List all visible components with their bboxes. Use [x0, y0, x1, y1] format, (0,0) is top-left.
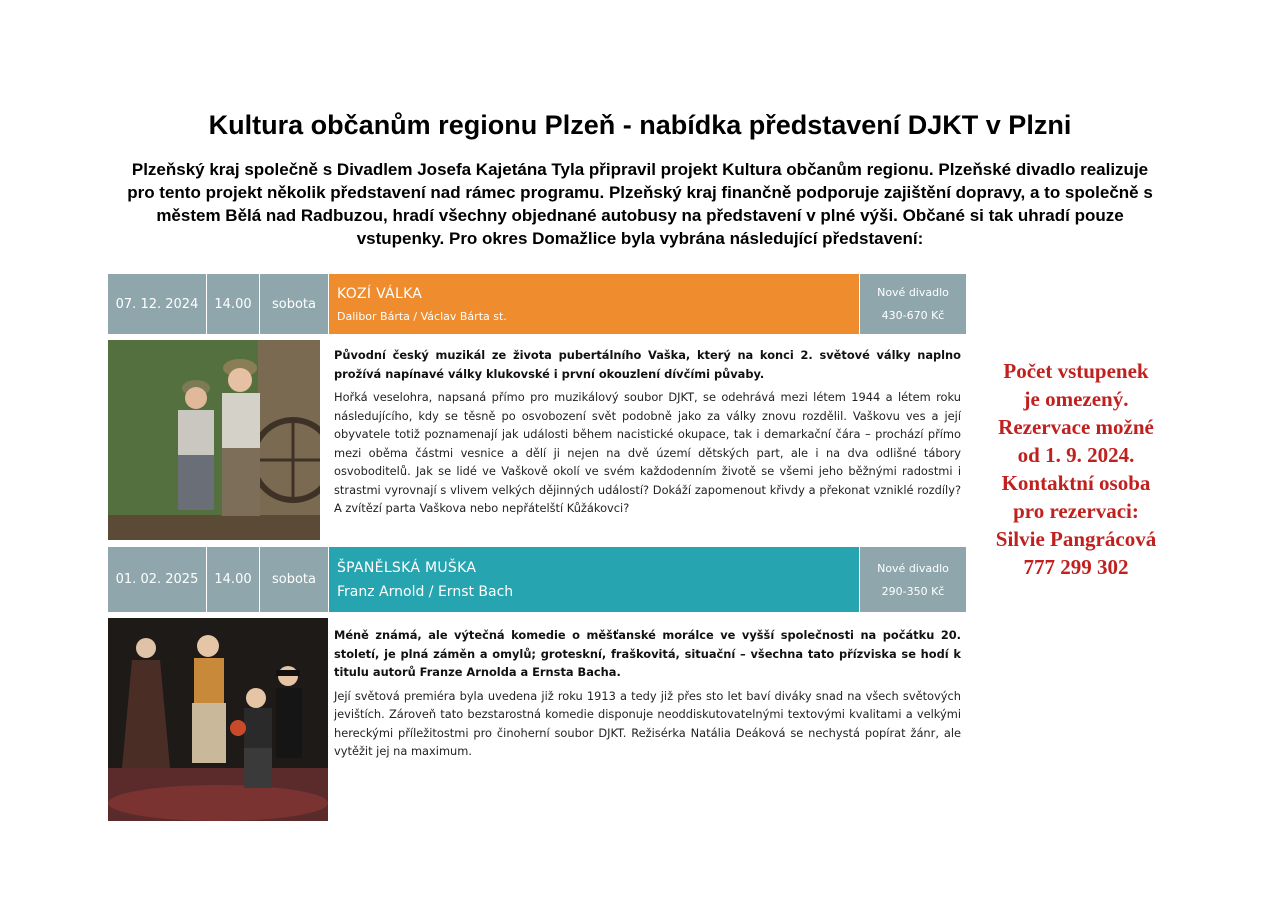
show-authors: Dalibor Bárta / Václav Bárta st.: [337, 309, 507, 323]
contact-phone: 777 299 302: [1023, 555, 1129, 579]
show-description-koz-valka: [334, 346, 961, 523]
notice-line: je omezený.: [1023, 387, 1129, 411]
show-body: Hořká veselohra, napsaná přímo pro muzikálový soubor DJKT, se odehrává mezi létem 1944 a létem roku následujícího, kdy se těsně po osvobození svět podobně jako za války znovu rozdělil. Vaškovu ves a její obyvatele totiž poznamenají jak události během nacistické okupace, tak i demarkační čára – prochází přímo mezi oběma částmi vesnice a dělí ji nejen na dvě území dětských part, ale i na dva odlišné tábory osvoboditelů. Jak se lidé ve Vaškově okolí ve svém každodenním životě se všemi jeho běžnými radostmi i strastmi vyrovnají s vlivem velkých dějinných událostí? Dokáží zapomenout křivdy a překonat vzniklé rozdíly? A zvítězí parta Vaškova nebo nepřátelští Kůžákovci?: [334, 390, 961, 515]
show-date: 01. 02. 2025: [108, 547, 207, 612]
show-day: sobota: [260, 274, 329, 334]
show-venue: Nové divadlo: [877, 286, 949, 299]
show-lead: Původní český muzikál ze života pubertálního Vaška, který na konci 2. světové války naplno prožívá napínavé války klukovské i první okouzlení dívčími půvaby.: [334, 348, 961, 381]
photo-stage-scene-illustration: [108, 618, 328, 821]
notice-line: pro rezervaci:: [1013, 499, 1139, 523]
show-header-spanelska-muska: [108, 547, 966, 612]
show-venue-block: [860, 274, 966, 334]
photo-two-boys-illustration: [108, 340, 320, 540]
reservation-notice: [976, 357, 1176, 581]
show-title-block: [329, 274, 860, 334]
show-venue-block: [860, 547, 966, 612]
contact-name: Silvie Pangrácová: [995, 527, 1157, 551]
show-photo-spanelska-muska: [108, 618, 328, 821]
show-name: ŠPANĚLSKÁ MUŠKA: [337, 559, 477, 576]
show-title-block: [329, 547, 860, 612]
notice-line: od 1. 9. 2024.: [1017, 443, 1135, 467]
show-day: sobota: [260, 547, 329, 612]
show-header-koz-valka: [108, 274, 966, 334]
show-date: 07. 12. 2024: [108, 274, 207, 334]
page-title: Kultura občanům regionu Plzeň - nabídka představení DJKT v Plzni: [208, 110, 1072, 140]
show-authors: Franz Arnold / Ernst Bach: [337, 583, 514, 600]
show-venue: Nové divadlo: [877, 561, 949, 575]
notice-line: Kontaktní osoba: [1001, 471, 1151, 495]
show-name: KOZÍ VÁLKA: [337, 285, 423, 302]
show-time: 14.00: [207, 274, 260, 334]
show-body: Její světová premiéra byla uvedena již roku 1913 a tedy již přes sto let baví diváky snad na všech světových jevištích. Zároveň tato bezstarostná komedie disponuje neoddiskutovatelnými textovými kvalitami a velkými hereckými příležitostmi pro činoherní soubor DJKT. Režisérka Natália Deáková se nechystá popírat žánr, ale vytěžit jej na maximum.: [334, 688, 961, 758]
intro-paragraph: Plzeňský kraj společně s Divadlem Josefa Kajetána Tyla připravil projekt Kultura občanům regionu. Plzeňské divadlo realizuje pro tento projekt několik představení nad rámec programu. Plzeňský kraj finančně podporuje zajištění dopravy, a to společně s městem Bělá nad Radbuzou, hradí všechny objednané autobusy na představení v plné výši. Občané si tak uhradí pouze vstupenky. Pro okres Domažlice byla vybrána následující představení:: [127, 160, 1153, 248]
show-description-spanelska-muska: [334, 626, 961, 766]
show-photo-koz-valka: [108, 340, 320, 540]
show-price: 290-350 Kč: [881, 584, 945, 598]
notice-line: Rezervace možné: [998, 415, 1154, 439]
notice-line: Počet vstupenek: [1003, 359, 1149, 383]
show-lead: Méně známá, ale výtečná komedie o měšťanské morálce ve vyšší společnosti na počátku 20. století, je plná záměn a omylů; groteskní, fraškovitá, situační – všechna tato přízviska se hodí k titulu autorů Franze Arnolda a Ernsta Bacha.: [334, 628, 961, 679]
show-time: 14.00: [207, 547, 260, 612]
show-price: 430-670 Kč: [881, 309, 945, 322]
